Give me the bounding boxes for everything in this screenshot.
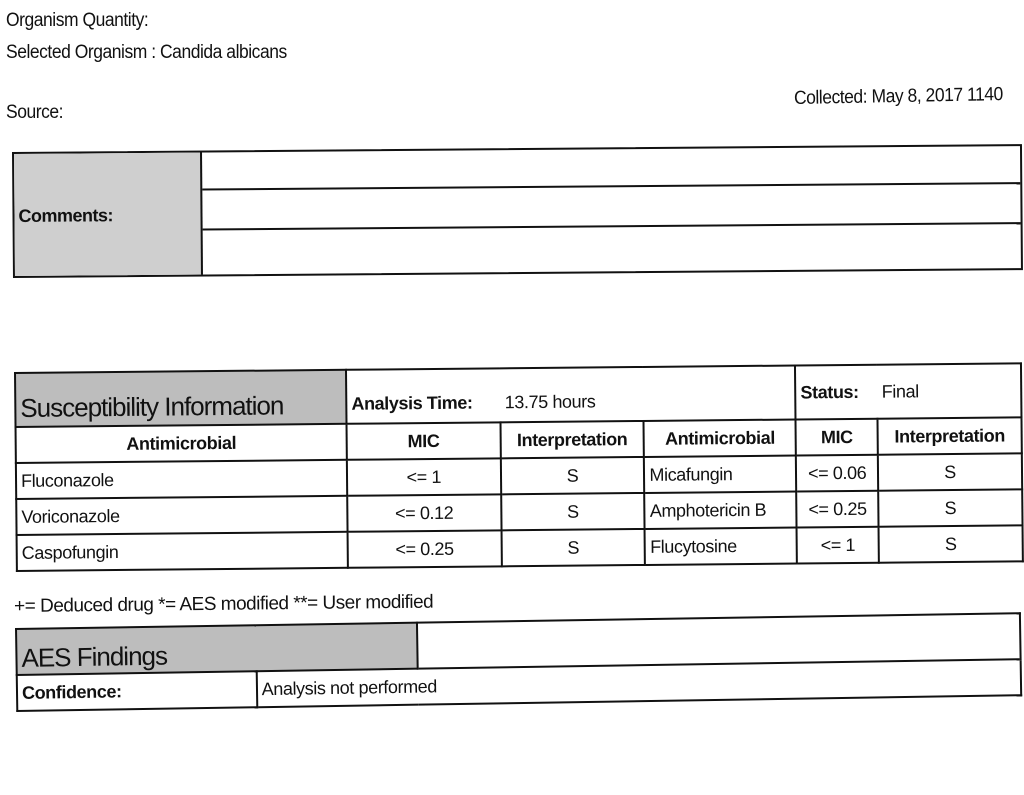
source-label: Source: <box>6 102 64 123</box>
susceptibility-title: Susceptibility Information <box>15 370 347 427</box>
analysis-time-cell <box>346 366 796 424</box>
interpretation-cell: S <box>501 493 645 530</box>
confidence-value: Analysis not performed <box>256 659 1021 707</box>
aes-findings-title: AES Findings <box>16 623 418 675</box>
column-header: Antimicrobial <box>16 424 347 463</box>
column-header: Interpretation <box>500 421 644 458</box>
antimicrobial-cell: Caspofungin <box>17 532 348 571</box>
interpretation-cell: S <box>878 453 1022 490</box>
comments-line-2 <box>203 222 1021 230</box>
susceptibility-header-row <box>15 363 1021 427</box>
interpretation-cell: S <box>878 489 1022 526</box>
comments-label-cell <box>14 153 203 276</box>
antimicrobial-cell: Flucytosine <box>645 527 797 564</box>
comments-line-1 <box>202 182 1020 190</box>
antimicrobial-cell: Voriconazole <box>16 496 347 535</box>
analysis-time-label: Analysis Time: <box>351 392 473 414</box>
column-header: Interpretation <box>878 417 1022 454</box>
confidence-label: Confidence: <box>17 671 257 711</box>
status-label: Status: <box>800 381 859 402</box>
organism-quantity-label: Organism Quantity: <box>6 10 149 31</box>
interpretation-cell: S <box>500 457 644 494</box>
column-header: Antimicrobial <box>644 419 796 456</box>
status-cell <box>795 363 1021 419</box>
modifier-legend: += Deduced drug *= AES modified **= User modified <box>14 591 434 617</box>
collected-date: Collected: May 8, 2017 1140 <box>793 84 1003 109</box>
status-value: Final <box>881 380 919 402</box>
mic-cell: <= 0.06 <box>796 455 878 492</box>
antimicrobial-cell: Fluconazole <box>16 460 347 499</box>
interpretation-cell: S <box>501 529 645 566</box>
antimicrobial-cell: Micafungin <box>644 455 796 492</box>
aes-findings-table <box>15 612 1022 712</box>
mic-cell: <= 0.25 <box>348 530 502 567</box>
antimicrobial-cell: Amphotericin B <box>645 491 797 528</box>
column-header: MIC <box>796 419 878 456</box>
susceptibility-table <box>14 362 1024 572</box>
interpretation-cell: S <box>879 525 1023 562</box>
mic-cell: <= 1 <box>347 458 501 495</box>
comments-box <box>12 144 1023 278</box>
comments-label: Comments: <box>18 205 114 226</box>
mic-cell: <= 0.12 <box>347 494 501 531</box>
mic-cell: <= 0.25 <box>796 491 878 528</box>
mic-cell: <= 1 <box>797 527 879 564</box>
selected-organism-label: Selected Organism : Candida albicans <box>6 42 287 63</box>
analysis-time-value: 13.75 hours <box>504 391 596 413</box>
column-header: MIC <box>347 422 501 459</box>
